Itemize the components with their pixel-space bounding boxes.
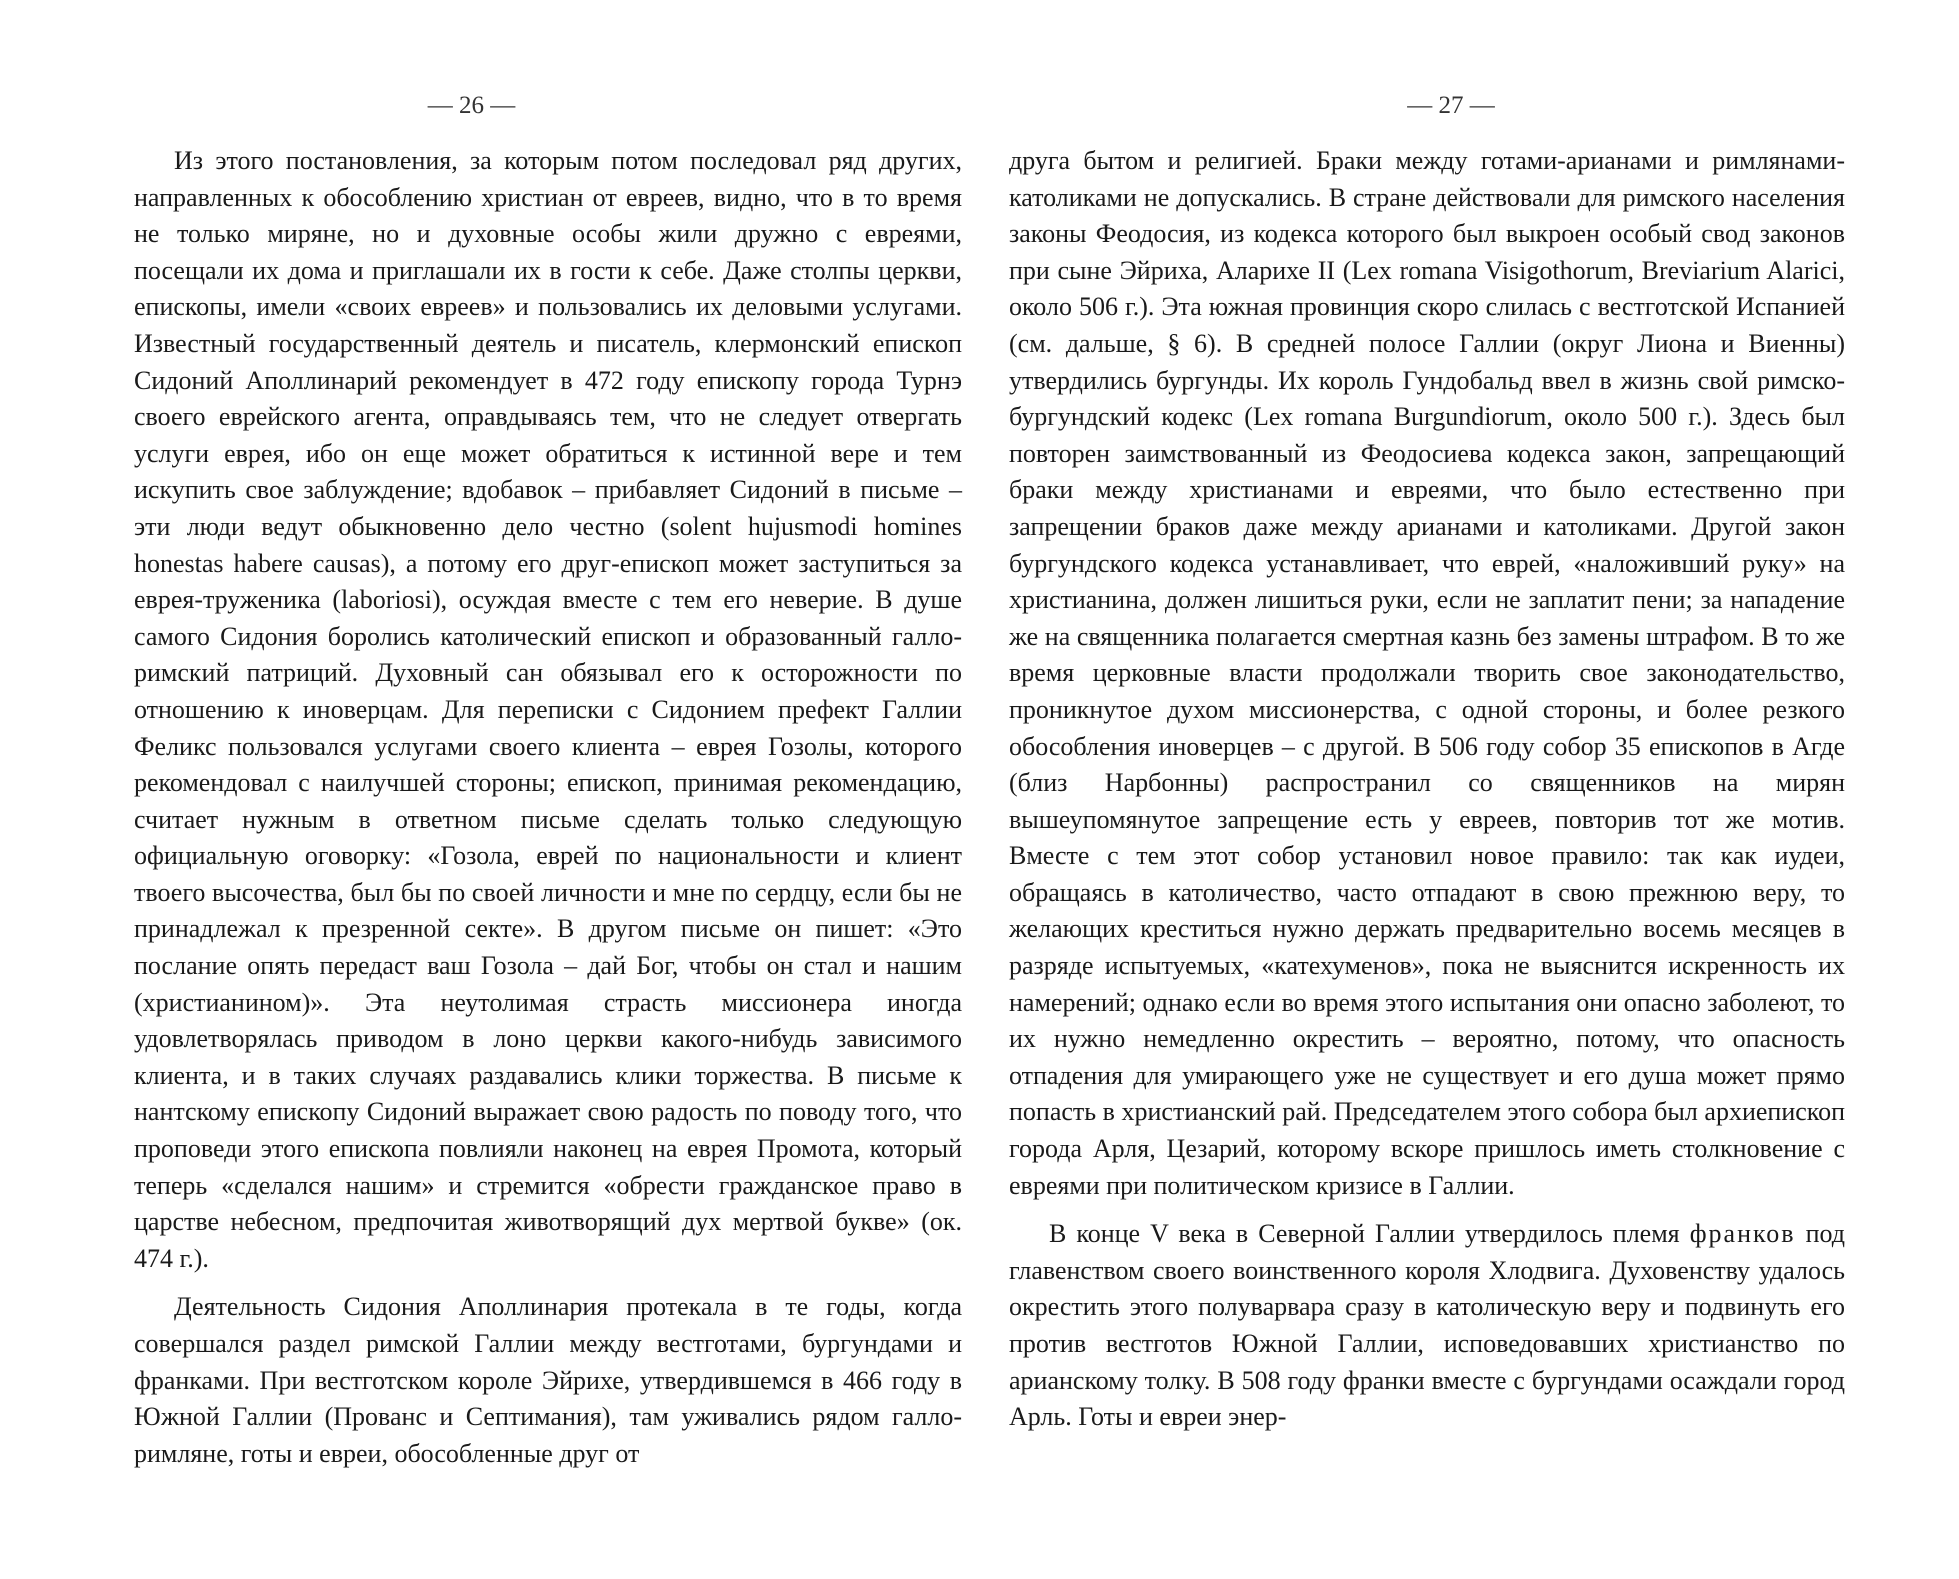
paragraph-lead: В конце V века в Северной Галлии утвердилось племя [1049,1219,1680,1249]
page-body [134,143,962,1472]
right-page [979,0,1959,1579]
page-number: — 27 — [1407,92,1495,119]
paragraph: Деятельность Сидония Аполлинария протекала в те годы, когда совершался раздел римской Галлии между вестготами, бургундами и франками. При вестготском короле Эйрихе, утвердившемся в 466 году в Южной Галлии (Прованс и Септимания), там уживались рядом галло-римляне, готы и евреи, обособленные друг от [134,1292,962,1468]
page-body [1009,143,1845,1436]
paragraph: Из этого постановления, за которым потом последовал ряд других, направленных к обособлению христиан от евреев, видно, что в то время не только миряне, но и духовные особы жили дружно с евреями, посещали их дома и приглашали их в гости к себе. Даже столпы церкви, епископы, имели «своих евреев» и пользовались их деловыми услугами. Известный государственный деятель и писатель, клермонский епископ Сидоний Аполлинарий рекомендует в 472 году епископу города Турнэ своего еврейского агента, оправдываясь тем, что не следует отвергать услуги еврея, ибо он еще может обратиться к истинной вере и тем искупить свое заблуждение; вдобавок – прибавляет Сидоний в письме – эти люди ведут обыкновенно дело честно (solent hujusmodi homines honestas habere causas), а потому его друг-епископ может заступиться за еврея-труженика (laboriosi), осуждая вместе с тем его неверие. В душе самого Сидония боролись католический епископ и образованный галло-римский патриций. Духовный сан обязывал его к осторожности по отношению к иноверцам. Для переписки с Сидонием префект Галлии Феликс пользовался услугами своего клиента – еврея Гозолы, которого рекомендовал с наилучшей стороны; епископ, принимая рекомендацию, считает нужным в ответном письме сделать только следующую официальную оговорку: «Гозола, еврей по национальности и клиент твоего высочества, был бы по своей личности и мне по сердцу, если бы не принадлежал к презренной секте». В другом письме он пишет: «Это послание опять передаст ваш Гозола – дай Бог, чтобы он стал и нашим (христианином)». Эта неутолимая страсть миссионера иногда удовлетворялась приводом в лоно церкви какого-нибудь зависимого клиента, и в таких случаях раздавались клики торжества. В письме к нантскому епископу Сидоний выражает свою радость по поводу того, что проповеди этого епископа повлияли наконец на еврея Промота, который теперь «сделался нашим» и стремится «обрести гражданское право в царстве небесном, предпочитая животворящий дух мертвой букве» (ок. 474 г.). [134,146,962,1273]
page-number: — 26 — [427,92,516,119]
spaced-word: франков [1689,1219,1796,1249]
left-page [0,0,979,1579]
paragraph: друга бытом и религией. Браки между готами-арианами и римлянами-католиками не допускались. В стране действовали для римского населения законы Феодосия, из кодекса которого был выкроен особый свод законов при сыне Эйриха, Аларихе II (Lex romana Visigothorum, Breviarium Alarici, около 506 г.). Эта южная провинция скоро слилась с вестготской Испанией (см. дальше, § 6). В средней полосе Галлии (округ Лиона и Виенны) утвердились бургунды. Их король Гундобальд ввел в жизнь свой римско-бургундский кодекс (Lex romana Burgundiorum, около 500 г.). Здесь был повторен заимствованный из Феодосиева кодекса закон, запрещающий браки между христианами и евреями, что было естественно при запрещении браков даже между арианами и католиками. Другой закон бургундского кодекса устанавливает, что еврей, «наложивший руку» на христианина, должен лишиться руки, если не заплатит пени; за нападение же на священника полагается смертная казнь без замены штрафом. В то же время церковные власти продолжали творить свое законодательство, проникнутое духом миссионерства, с одной стороны, и более резкого обособления иноверцев – с другой. В 506 году собор 35 епископов в Агде (близ Нарбонны) распространил со священников на мирян вышеупомянутое запрещение есть у евреев, повторив тот же мотив. Вместе с тем этот собор установил новое правило: так как иудеи, обращаясь в католичество, часто отпадают в свою прежнюю веру, то желающих креститься нужно держать предварительно восемь месяцев в разряде испытуемых, «катехуменов», пока не выяснится искренность их намерений; однако если во время этого испытания они опасно заболеют, то их нужно немедленно окрестить – вероятно, потому, что опасность отпадения для умирающего уже не существует и его душа может прямо попасть в христианский рай. Председателем этого собора был архиепископ города Арля, Цезарий, которому вскоре пришлось иметь столкновение с евреями при политическом кризисе в Галлии. [1009,146,1845,1200]
paragraph-rest: под главенством своего воинственного короля Хлодвига. Духовенству удалось окрестить этого полуварвара сразу в католическую веру и подвинуть его против вестготов Южной Галлии, исповедовавших христианство по арианскому толку. В 508 году франки вместе с бургундами осаждали город Арль. Готы и евреи энер- [1009,1219,1846,1432]
paragraph [1009,1216,1845,1436]
